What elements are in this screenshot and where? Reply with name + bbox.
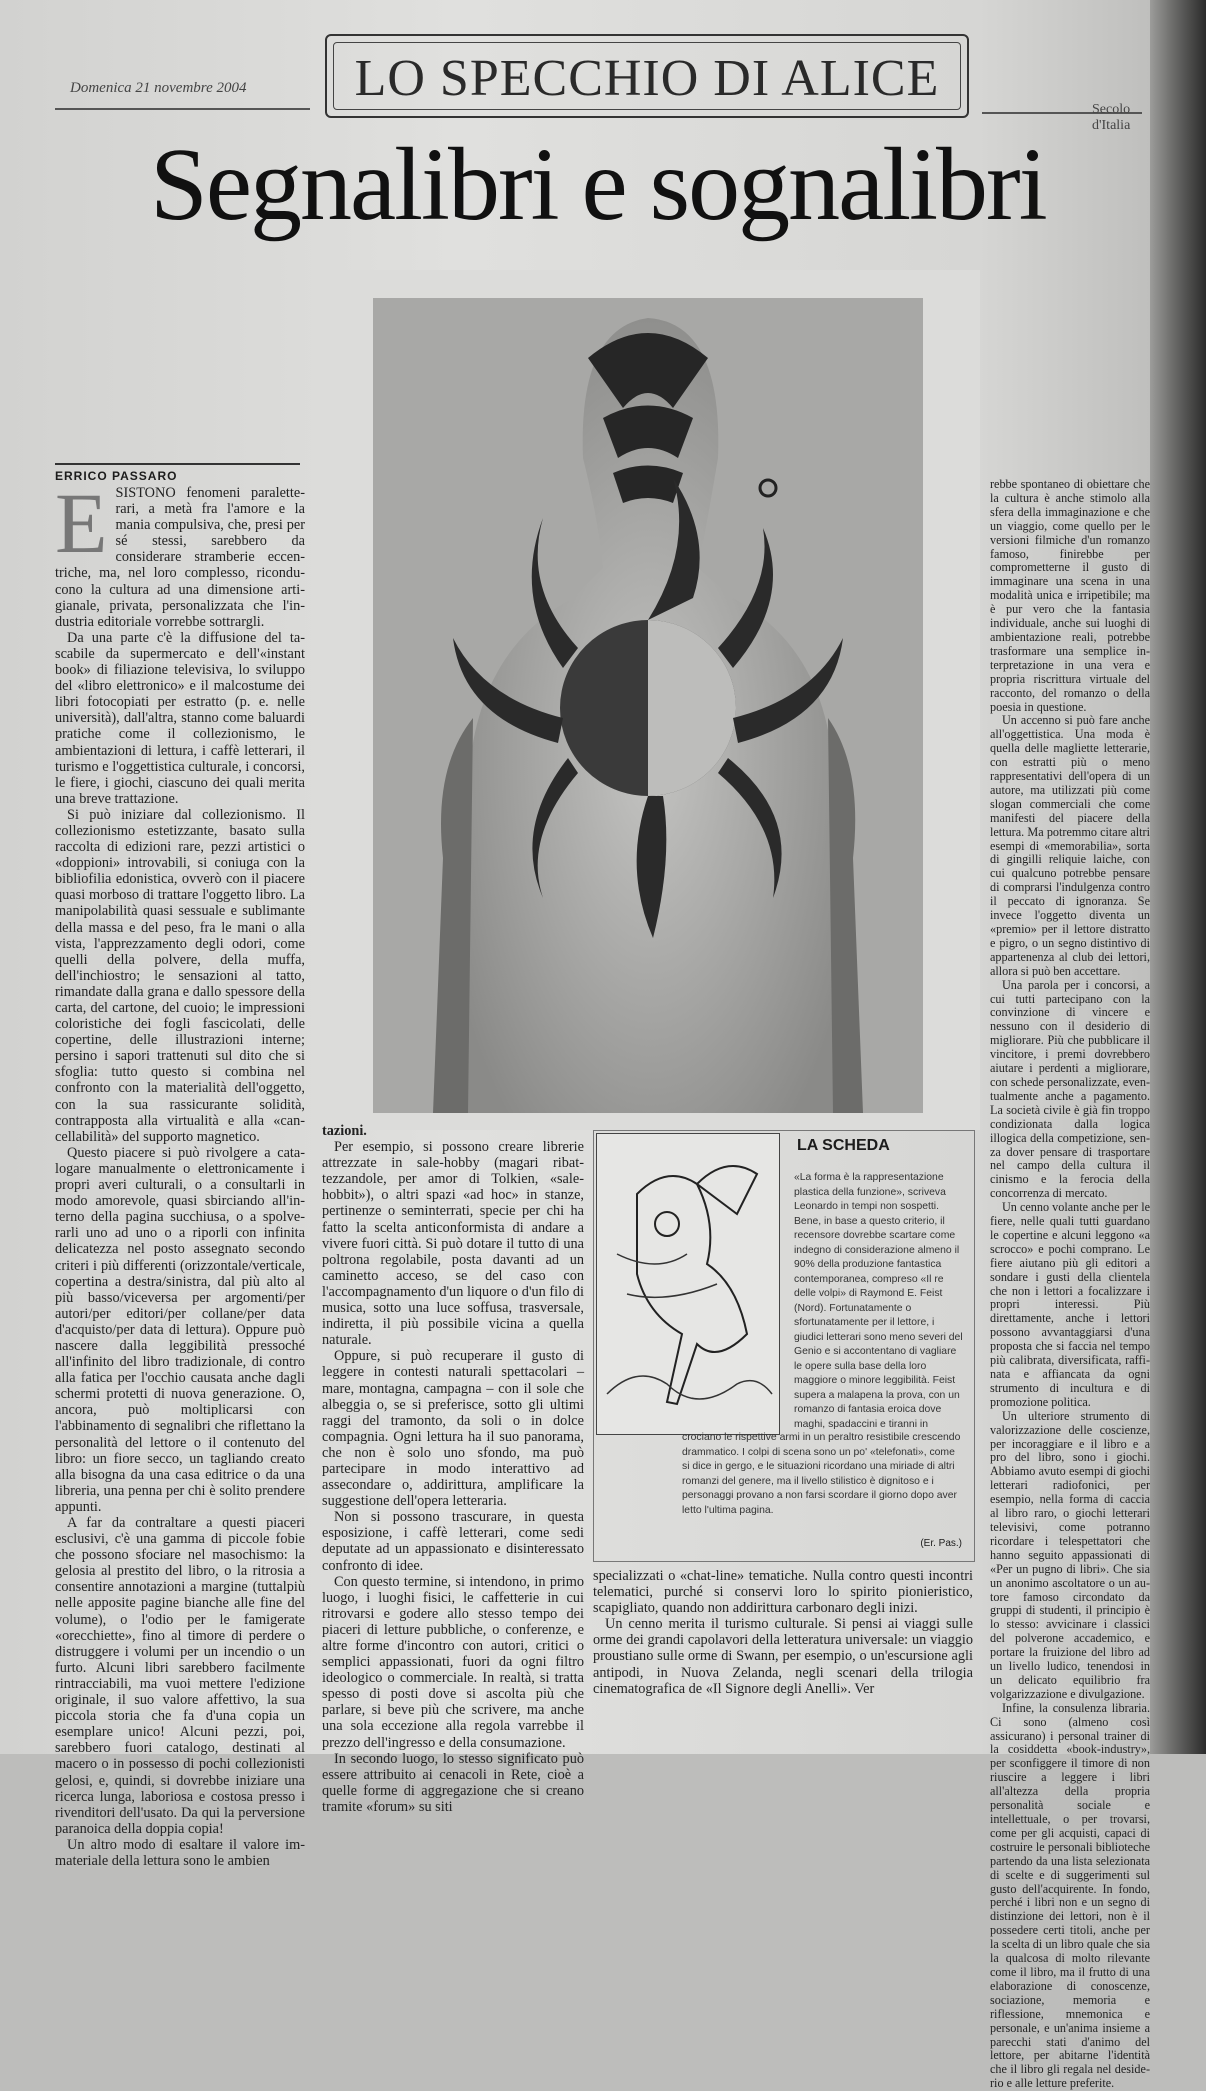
article-column-3-bottom [593,1568,973,1697]
article-column-4 [990,478,1150,2091]
paragraph: Da una parte c'è la diffusione del tascabile da supermercato e dell'«instant book» di filiazione televisiva, lo sviluppo del «libro elettronico» e il malcostume dei libri fotocopiati per estratto (p. e. nelle università), dall'altra, stanno come baluardi pratiche come il collezionismo, le ambientazioni di lettura, i caffè letterari, il turismo e l'oggettistica culturale, i concorsi, le fiere, i giochi, ciascuno dei quali merita una breve trattazione. [55,629,305,807]
fantasy-figure-drawing [597,1134,779,1434]
paragraph: Con questo termine, si intendono, in primo luogo, i luoghi fisici, le caffetterie in cui ritrovarsi e godere allo stesso tempo dei piaceri di letture pubbliche, o conferenze, e altre forme d'incontro con autori, critici o semplici appassionati, fuori da ogni filtro ideologico o commerciale. In realtà, si tratta spesso di posti dove si ascolta più che parlare, si beve più che scrivere, ma anche una sola eccezione alla regola varrebbe il prezzo dell'ingresso e della consumazione. [322,1573,584,1751]
newspaper-name: Secolo d'Italia [1092,102,1131,133]
paragraph: tazioni. [322,1123,367,1139]
byline: ERRICO PASSARO [55,463,300,483]
paragraph: specializzati o «chat-line» tematiche. Nulla contro questi incontri telematici, purché si conservi loro lo spirito pionieristico, scapigliato, quando non addirittura carbonaro degli inizi. [593,1568,973,1617]
article-column-2 [322,1123,584,1815]
headline: Segnalibri e sognalibri [150,127,1046,242]
paragraph: Un cenno volante anche per le fiere, nelle quali tutti guardano le copertine e alcuni leggono «a scrocco» e pochi comprano. Le fiere aiutano più gli editori a sondare i gusti della clientela che non i lettori a focalizzare i propri interessi. Più direttamente, anche i lettori possono avvantaggiarsi d'una proposta che si faccia nel tempo più calibrata, diversificata, raffinata e affiancata da ogni strumento di incultura e di promozione politica. [990,1200,1150,1409]
box-signature: (Er. Pas.) [920,1538,962,1549]
paragraph: Una parola per i concorsi, a cui tutti partecipano con la convinzione di vincere e nessuno con il desiderio di migliorare. Più che pubblicare il vincitore, i premi dovrebbero aiutare i perdenti a migliorare, con schede personalizzate, eventualmente anche a pagamento. La società civile è già fin troppo condizionata dalla logica illogica della competizione, senza dover pensare di trasportare nel campo della cultura il cinismo e la ferocia della concorrenza di mercato. [990,977,1150,1201]
paragraph: Per esempio, si possono creare librerie attrezzate in sale-hobby (magari ribattezzandole, per amor di Tolkien, «salehobbit»), o altri spazi «ad hoc» in stanze, pertinenze o seminterrati, specie per chi ha fatto la scelta anticonformista di andare a vivere fuori città. Si può dotare il tutto di una poltrona regolabile, posta davanti ad un caminetto acceso, se del caso con l'accompagnamento d'un liquore o d'un filo di musica, sotto una luce soffusa, trasversale, indiretta, il più possibile vicina a quella naturale. [322,1139,584,1349]
paragraph: Non si possono trascurare, in questa esposizione, i caffè letterari, come sedi deputate ad un appassionato e disinteressato confronto di idee. [322,1509,584,1574]
photo-frame [325,270,980,1130]
section-masthead [325,34,969,118]
paragraph: Un cenno merita il turismo culturale. Si pensi ai viaggi sulle orme dei grandi capolavori della letteratura universale: un viaggio proustiano sulle orme di Swann, per esempio, o un'escursione agli antipodi, in Nuova Zelanda, negli scenari della trilogia cinematografica de «Il Signore degli Anelli». Ver [593,1616,973,1697]
paragraph: Un ulteriore strumento di valorizzazione delle coscienze, per incoraggiare e il libro e a pro del libro, sono i giochi. Abbiamo avuto esempi di giochi letterari radiofonici, per esempio, nella forma di caccia al libro raro, o giochi letterari televisivi, come potranno ricordare i telespettatori che hanno seguito appassionati di «Per un pugno di libri». Che sia un anonimo ascoltatore o un autore famoso circondato da gruppi di studenti, il principio è lo stesso: avvicinare i classici del polverone accademico, e portare la fruizione del libro ad un livello ludico, tenendosi in un delicato equilibrio fra volgarizzazione e divulgazione. [990,1408,1150,1701]
tattoo-illustration [373,298,923,1113]
paragraph: Un altro modo di esaltare il valore immateriale della lettura sono le ambien [55,1836,305,1869]
box-title: LA SCHEDA [797,1137,890,1154]
paragraph: A far da contraltare a questi piaceri esclusivi, c'è una gamma di piccole fobie che possono sfociare nel masochismo: la gelosia al prestito del libro, o la ritrosia a consentire annotazioni a margine (tuttalpiù nelle apposite pagine bianche alle fine del volume), o l'odio per le famigerate «orecchiette», fino al timore di perdere o distruggere i volumi per un incendio o un furto. Alcuni libri sarebbero facilmente rintracciabili, ma vuoi mettere l'edizione originale, il suo valore affettivo, la sua piccola storia che fa d'una copia un esemplare unico! Alcuni pezzi, poi, sarebbero fuori catalogo, destinati al macero o in possesso di pochi collezionisti gelosi, e, quindi, si dovrebbe iniziare una ricerca lunga, laboriosa e costosa presso i rivenditori dell'usato. Da qui la perversione paranoica della doppia copia! [55,1515,305,1837]
paragraph: Oppure, si può recuperare il gusto di leggere in contesti naturali spettacolari – mare, montagna, campagna – con il sole che albeggia o, se si preferisce, sotto gli ultimi raggi del tramonto, da soli o in dolce compagnia. Ogni lettura ha il suo panorama, che non è solo uno sfondo, ma può partecipare in modo interattivo ad assecondare o, addirittura, amplificare la suggestione dell'opera letteraria. [322,1348,584,1510]
paragraph: Infine, la consulenza libraria. Ci sono (almeno così assicurano) i personal trainer di la cosiddetta «book-industry», per sconfiggere il timore di non riuscire a leggere i libri all'altezza della propria personalità sociale e intellettuale, o per trovarsi, come per gli acquisti, capaci di costruire le personali biblioteche partendo da una lista selezionata di scelte e di suggerimenti sul gusto dell'acquirente. In fondo, perché i libri non e un segno di distinzione dei lettori, non è il possedere certi titoli, anche per la scelta di un libro quale che sia la qualcosa di molto rilevante come il libro, ma il frutto di una elaborazione di conoscenze, sociazione, memoria e riflessione, mnemonica e personale, e un'anima insieme a parecchi stati d'animo del lettore, per abitarne l'identità che il libro gli regala nel desiderio e alle letture preferite. [990,1700,1150,2091]
fantasy-illustration [596,1133,780,1435]
header-rule-left [55,108,310,110]
paragraph: Questo piacere si può rivolgere a catalogare manualmente o elettronicamente i propri averi culturali, o a consultarli in modo amorevole, quasi sbirciando all'interno della pagina succhiusa, o a spolverarli uno ad uno o a riporli con infinita delicatezza nel posto assegnato secondo criteri i più differenti (orizzontale/verticale, copertina a destra/sinistra, dal più alto al più basso/viceversa per argomenti/per autori/per editori/per collane/per data d'acquisto/per data di lettura). Oppure può nascere dalla leggibilità pressoché all'infinito del libro tradizionale, di contro alla fatica per l'occhio causata anche dagli schermi protetti di nuova generazione. O, ancora, può moltiplicarsi con l'abbinamento di segnalibri che riflettano la personalità del lettore o il contenuto del libro: un fiore secco, un tagliando creato alla bisogna da una casa editrice o da una libreria, una penna per chi è solito prendere appunti. [55,1144,305,1515]
paragraph: In secondo luogo, lo stesso significato può essere attribuito ai cenacoli in Rete, cioè a quelle forme di aggregazione che si creano tramite «forum» su siti [322,1750,584,1815]
masthead-inner-border [333,42,961,110]
book-spine-shadow [1150,0,1206,1754]
box-text-continued: crociano le rispettive armi in un peraltro resistibile crescendo drammatico. I colpi di scena sono un po' «telefonati», come si dice in gergo, e le situazioni ricordano una miriade di altri romanzi del genere, ma il livello stilistico è dignitoso e i personaggi provano a non farsi scordare il giorno dopo aver letto l'ultima pagina. [682,1432,961,1516]
paragraph: ESISTONO fenomeni paraletterari, a metà fra l'amore e la mania compulsiva, che, presi per sé stessi, sarebbero da considerare stramberie eccentriche, ma, nel loro complesso, riconducono la cultura ad una dimensione artigianale, privata, personalizzata che l'industria editoriale vorrebbe sottrargli. [55,475,305,630]
tattooed-back-photo [373,298,923,1113]
section-title: LO SPECCHIO DI ALICE [354,50,940,107]
paragraph: Un accenno si può fare anche all'oggettistica. Una moda è quella delle magliette letterarie, con estratti più o meno rappresentativi dell'opera di un autore, ma utilizzati più come slogan commerciali che come manifesti del piacere della lettura. Ma potremmo citare altri esempi di «memorabilia», sorta di gingilli reliquie laiche, con cui qualcuno potrebbe pensare di comprarsi l'indulgenza contro il peccato di ignoranza. Se invece l'oggetto diventa un «premio» per il lettore distratto e pigro, o un segno distintivo di appartenenza al club dei lettori, allora si può ben accettare. [990,713,1150,978]
paragraph: rebbe spontaneo di obiettare che la cultura è anche stimolo alla sfera della immaginazione e che un viaggio, come quello per le versioni filmiche d'un romanzo famoso, finirebbe per comprometterne il gusto di immaginare una scena in una modalità unica e irripetibile; ma è pur vero che la fantasia individuale, anche sui luoghi di ambientazione reali, potrebbe trasformare una semplice interpretazione in una vera e propria riscrittura virtuale del racconto, del romanzo o della poesia in questione. [990,477,1150,714]
info-box-la-scheda [593,1130,975,1562]
box-text: «La forma è la rappresentazione plastica della funzione», scriveva Leonardo in tempi non sospetti. Bene, in base a questo criterio, il recensore dovrebbe scartare come indegno di considerazione almeno il 90% della produzione fantastica contemporanea, compreso «Il re delle volpi» di Raymond E. Feist (Nord). Fortunatamente o sfortunatamente per il lettore, i giudici letterari sono meno severi del Genio e si accontentano di vagliare le opere sulla base della loro maggiore o minore leggibilità. Feist supera a malapena la prova, con un romanzo di fantasia eroica dove maghi, spadaccini e tiranni in [794,1172,963,1430]
drop-cap: E [55,475,108,571]
issue-date: Domenica 21 novembre 2004 [70,80,247,96]
paragraph: Si può iniziare dal collezionismo. Il collezionismo estetizzante, basato sulla raccolta di edizioni rare, pezzi artistici o «doppioni» introvabili, si coniuga con la bibliofilia edonistica, ovverò con il piacere quasi morboso di trattare l'oggetto libro. La manipolabilità quasi sessuale e sublimante della massa e del peso, fra le mani o alla vista, l'apprezzamento degli odori, come quelli della polvere, della muffa, dell'inchiostro; le sensazioni al tatto, rimandate dalla grana e dallo spessore della carta, del cartone, del cuoio; le impressioni coloristiche dei fogli fascicolati, delle copertine, delle illustrazioni interne; persino i sapori trattenuti sul dito che si sfoglia: tutto questo si combina nel confronto con la materialità dell'oggetto, con la sua rassicurante solidità, contrapposta alla virtualità e alla «cancellabilità» del supporto magnetico. [55,806,305,1145]
